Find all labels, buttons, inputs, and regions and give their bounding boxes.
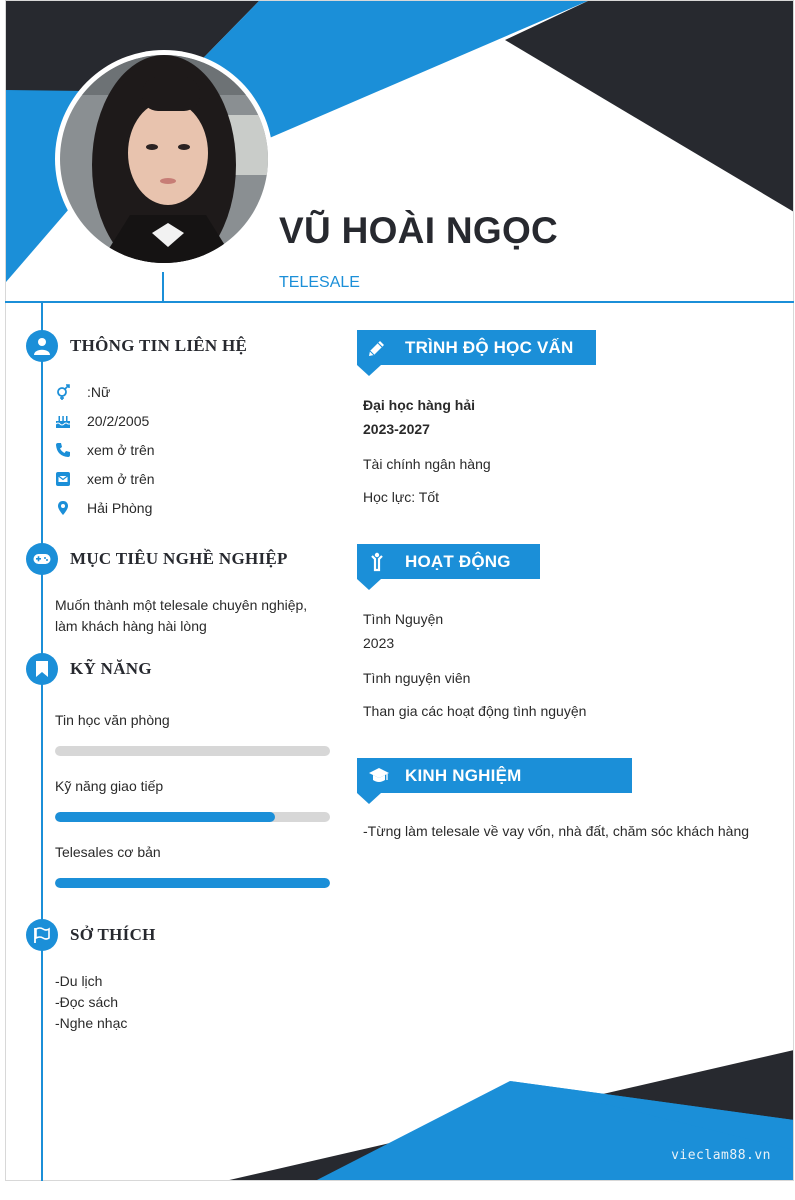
education-school: Đại học hàng hải [363,397,476,413]
activities-heading: HOẠT ĐỘNG [405,552,511,571]
skill-bar-3 [55,878,330,888]
experience-header [357,758,632,793]
education-major: Tài chính ngân hàng [363,456,491,472]
phone-value: xem ở trên [87,442,155,458]
activity-role: Tình nguyện viên [363,670,471,686]
person-icon [367,552,387,572]
contact-heading: THÔNG TIN LIÊN HỆ [70,336,248,355]
birthday-value: 20/2/2005 [87,413,150,429]
watermark: vieclam88.vn [671,1148,771,1163]
graduation-cap-icon [367,766,391,786]
experience-heading: KINH NGHIỆM [405,766,522,785]
hobby-item-3: -Nghe nhạc [55,1015,128,1031]
skill-name-2: Kỹ năng giao tiếp [55,778,164,794]
address-value: Hải Phòng [87,500,153,516]
bookmark-icon [26,653,58,685]
user-icon [26,330,58,362]
education-period: 2023-2027 [363,421,430,437]
pencil-icon [367,338,387,358]
skill-name-1: Tin học văn phòng [55,712,170,728]
divider-stub [162,272,164,302]
activity-description: Than gia các hoạt động tình nguyện [363,703,587,719]
education-header [357,330,596,365]
skills-heading: KỸ NĂNG [70,659,152,678]
email-value: xem ở trên [87,471,155,487]
hobby-item-2: -Đọc sách [55,994,119,1010]
hobby-item-1: -Du lịch [55,973,103,989]
education-grade: Học lực: Tốt [363,489,440,505]
job-title: TELESALE [279,274,360,291]
objective-heading: MỤC TIÊU NGHỀ NGHIỆP [70,549,288,568]
activity-year: 2023 [363,635,395,651]
objective-line-1: Muốn thành một telesale chuyên nghiệp, [55,597,308,613]
header-divider [5,301,794,303]
skill-bar-2 [55,812,330,822]
email-icon [55,471,71,487]
candidate-name: VŨ HOÀI NGỌC [279,210,559,251]
profile-photo [60,55,268,263]
timeline-line [41,303,43,1181]
experience-description: -Từng làm telesale về vay vốn, nhà đất, chăm sóc khách hàng [363,823,750,839]
gender-value: :Nữ [87,384,111,400]
objective-line-2: làm khách hàng hài lòng [55,618,207,634]
avatar [55,50,273,268]
activity-name: Tình Nguyện [363,611,444,627]
gender-icon [55,384,71,400]
birthday-cake-icon [55,413,71,429]
location-pin-icon [55,500,71,516]
skill-name-3: Telesales cơ bản [55,844,161,860]
skill-bar-1 [55,746,330,756]
activities-header [357,544,540,579]
education-heading: TRÌNH ĐỘ HỌC VẤN [405,338,574,357]
hobbies-heading: SỞ THÍCH [70,925,156,944]
phone-icon [55,442,71,458]
flag-icon [26,919,58,951]
gamepad-icon [26,543,58,575]
